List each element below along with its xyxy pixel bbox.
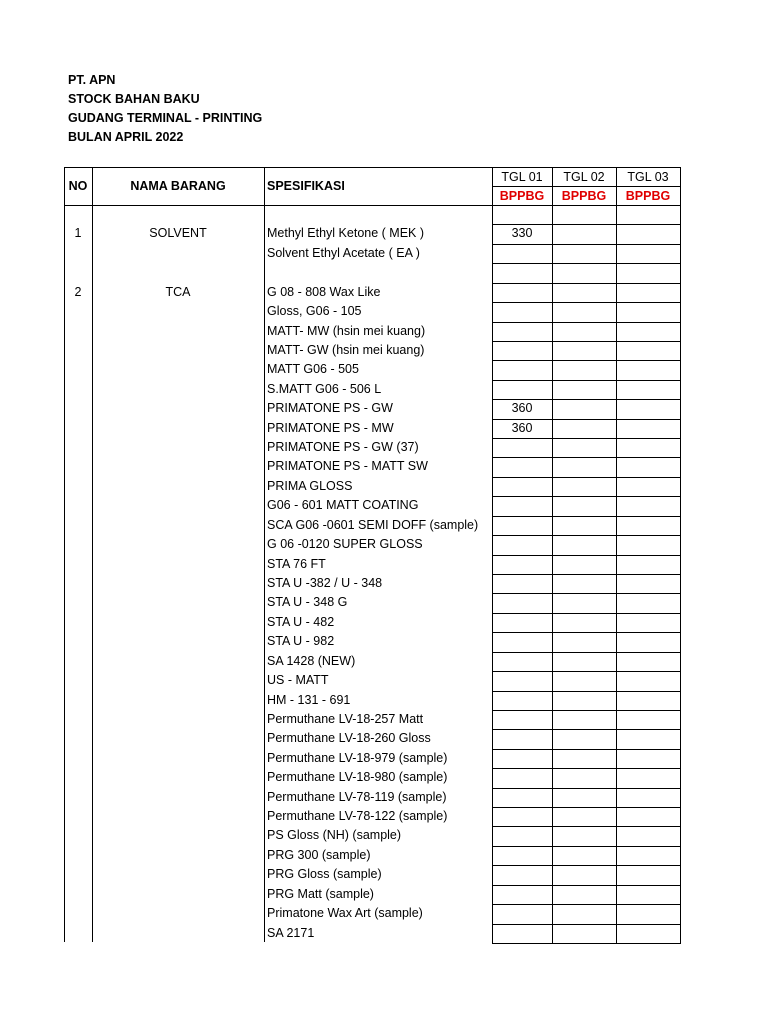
specification-cell: Solvent Ethyl Acetate ( EA ) [267, 245, 420, 260]
grid-row-line [492, 535, 681, 536]
grid-row-line [492, 496, 681, 497]
column-header-specification: SPESIFIKASI [267, 179, 345, 193]
grid-row-line [492, 341, 681, 342]
group-name: TCA [165, 284, 191, 299]
specification-cell: US - MATT [267, 673, 329, 688]
date-header-label: TGL 01 [501, 170, 543, 184]
specification-cell: PS Gloss (NH) (sample) [267, 828, 402, 843]
grid-row-line [492, 924, 681, 925]
grid-row-line [492, 749, 681, 750]
report-title: STOCK BAHAN BAKU [68, 92, 200, 106]
specification-cell: MATT G06 - 505 [267, 362, 359, 377]
grid-row-line [492, 652, 681, 653]
specification-cell: HM - 131 - 691 [267, 692, 351, 707]
warehouse-name: GUDANG TERMINAL - PRINTING [68, 111, 263, 125]
grid-row-line [492, 768, 681, 769]
tgl01-value-cell: 330 [511, 226, 533, 241]
date-header-label: TGL 03 [627, 170, 669, 184]
grid-row-line [492, 826, 681, 827]
grid-row-line [492, 691, 681, 692]
grid-row-line [492, 263, 681, 264]
grid-row-line [492, 438, 681, 439]
grid-row-line [492, 613, 681, 614]
specification-cell: Permuthane LV-78-122 (sample) [267, 809, 448, 824]
grid-row-line [492, 555, 681, 556]
grid-row-line [492, 322, 681, 323]
specification-cell: Methyl Ethyl Ketone ( MEK ) [267, 226, 425, 241]
grid-row-line [492, 380, 681, 381]
specification-cell: STA U - 348 G [267, 595, 348, 610]
specification-cell: Permuthane LV-18-980 (sample) [267, 770, 448, 785]
group-number: 1 [74, 226, 82, 241]
specification-cell: SCA G06 -0601 SEMI DOFF (sample) [267, 517, 479, 532]
specification-cell: PRIMATONE PS - GW [267, 401, 393, 416]
grid-row-line [492, 671, 681, 672]
grid-row-line [492, 360, 681, 361]
specification-cell: PRG 300 (sample) [267, 847, 371, 862]
specification-cell: STA U - 982 [267, 634, 335, 649]
specification-cell: PRG Gloss (sample) [267, 867, 382, 882]
report-period: BULAN APRIL 2022 [68, 130, 184, 144]
specification-cell: Permuthane LV-78-119 (sample) [267, 789, 447, 804]
specification-cell: SA 2171 [267, 925, 315, 940]
column-header-item-name: NAMA BARANG [130, 179, 226, 193]
specification-cell: S.MATT G06 - 506 L [267, 381, 382, 396]
date-header-code: BPPBG [625, 189, 671, 203]
specification-cell: Primatone Wax Art (sample) [267, 906, 423, 921]
specification-cell: SA 1428 (NEW) [267, 653, 356, 668]
grid-row-line [492, 302, 681, 303]
specification-cell: PRIMATONE PS - MW [267, 420, 394, 435]
grid-row-line [492, 574, 681, 575]
specification-cell: STA 76 FT [267, 556, 326, 571]
grid-row-line [492, 943, 681, 944]
company-name: PT. APN [68, 73, 116, 87]
specification-cell: MATT- MW (hsin mei kuang) [267, 323, 426, 338]
specification-cell: STA U - 482 [267, 614, 335, 629]
grid-row-line [492, 904, 681, 905]
column-header-no: NO [68, 179, 88, 193]
grid-row-line [492, 865, 681, 866]
specification-cell: Gloss, G06 - 105 [267, 304, 362, 319]
specification-cell: STA U -382 / U - 348 [267, 575, 383, 590]
grid-row-line [492, 477, 681, 478]
date-header-label: TGL 02 [563, 170, 605, 184]
specification-cell: Permuthane LV-18-979 (sample) [267, 750, 448, 765]
date-header-code: BPPBG [499, 189, 545, 203]
grid-row-line [492, 846, 681, 847]
grid-row-line [492, 593, 681, 594]
tgl01-value-cell: 360 [511, 401, 533, 416]
specification-cell: PRIMATONE PS - GW (37) [267, 440, 419, 455]
header-bottom-border [64, 205, 492, 206]
specification-cell: G 06 -0120 SUPER GLOSS [267, 537, 423, 552]
group-name: SOLVENT [149, 226, 207, 241]
grid-row-line [492, 632, 681, 633]
grid-row-line [492, 885, 681, 886]
grid-row-line [492, 729, 681, 730]
grid-row-line [492, 516, 681, 517]
grid-row-line [492, 710, 681, 711]
specification-cell: PRIMATONE PS - MATT SW [267, 459, 428, 474]
specification-cell: G06 - 601 MATT COATING [267, 498, 419, 513]
grid-row-line [492, 457, 681, 458]
specification-cell: Permuthane LV-18-257 Matt [267, 711, 424, 726]
specification-cell: G 08 - 808 Wax Like [267, 284, 381, 299]
group-number: 2 [74, 284, 82, 299]
specification-cell: PRIMA GLOSS [267, 478, 353, 493]
column-divider [264, 167, 265, 942]
grid-row-line [492, 244, 681, 245]
specification-cell: MATT- GW (hsin mei kuang) [267, 342, 425, 357]
specification-cell: PRG Matt (sample) [267, 886, 374, 901]
grid-row-line [492, 788, 681, 789]
grid-row-line [492, 807, 681, 808]
specification-cell: Permuthane LV-18-260 Gloss [267, 731, 431, 746]
grid-row-line [492, 283, 681, 284]
date-header-code: BPPBG [561, 189, 607, 203]
tgl01-value-cell: 360 [511, 420, 533, 435]
